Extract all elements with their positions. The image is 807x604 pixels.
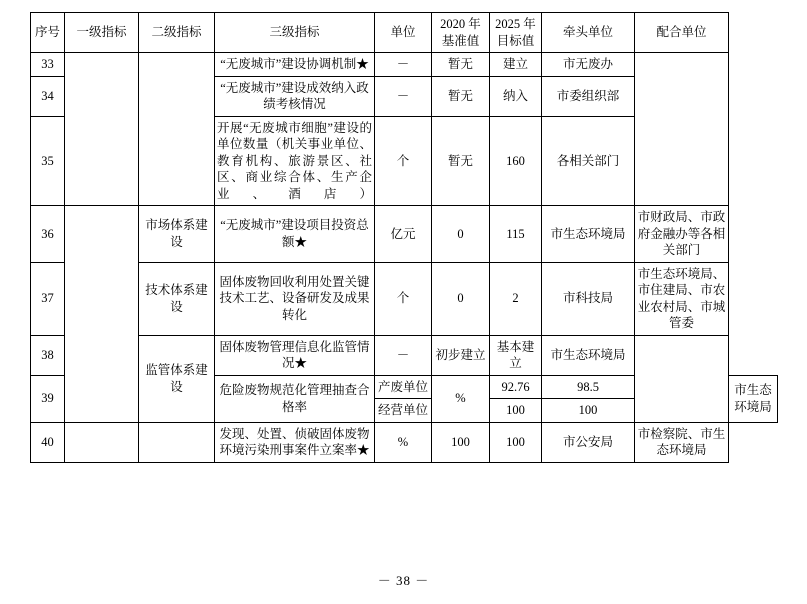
cell-level2 (139, 53, 215, 206)
header-target-line2: 目标值 (496, 33, 535, 48)
cell-level3: 固体废物管理信息化监管情况★ (215, 335, 375, 375)
header-level3: 三级指标 (215, 13, 375, 53)
cell-lead: 市公安局 (542, 422, 635, 462)
table-row (31, 53, 778, 77)
cell-unit: － (375, 53, 432, 77)
cell-level3: 开展“无废城市细胞”建设的单位数量（机关事业单位、教育机构、旅游景区、社区、商业综合体、生产企业、酒店） (215, 116, 375, 206)
header-coop-unit: 配合单位 (635, 13, 729, 53)
cell-baseline: 100 (490, 399, 542, 423)
cell-target: 100 (542, 399, 635, 423)
header-level2: 二级指标 (139, 13, 215, 53)
cell-baseline: 0 (432, 262, 490, 335)
header-baseline-2020 (432, 13, 490, 53)
table-row (31, 422, 778, 462)
cell-level3: 固体废物回收利用处置关键技术工艺、设备研发及成果转化 (215, 262, 375, 335)
cell-coop (635, 335, 729, 422)
indicator-table (30, 12, 778, 463)
cell-level3-sub-label: 经营单位 (375, 399, 432, 423)
cell-level1 (65, 53, 139, 206)
cell-unit: 亿元 (375, 206, 432, 263)
table-header (31, 13, 778, 53)
cell-level2: 技术体系建设 (139, 262, 215, 335)
cell-baseline (432, 335, 490, 375)
cell-target: 100 (490, 422, 542, 462)
cell-lead: 市生态环境局 (729, 375, 778, 422)
cell-level3: “无废城市”建设项目投资总额★ (215, 206, 375, 263)
cell-target: 纳入 (490, 76, 542, 116)
table-row (31, 335, 778, 375)
table-body (31, 53, 778, 463)
cell-baseline: 92.76 (490, 375, 542, 399)
cell-baseline: 暂无 (432, 76, 490, 116)
cell-lead: 市生态环境局 (542, 335, 635, 375)
cell-seq: 33 (31, 53, 65, 77)
cell-baseline-line1: 初步建立 (435, 347, 486, 362)
cell-seq: 36 (31, 206, 65, 263)
header-target-2025 (490, 13, 542, 53)
cell-target: 98.5 (542, 375, 635, 399)
cell-level3: 危险废物规范化管理抽查合格率 (215, 375, 375, 422)
cell-level3: 发现、处置、侦破固体废物环境污染刑事案件立案率★ (215, 422, 375, 462)
cell-unit: 个 (375, 116, 432, 206)
header-seq: 序号 (31, 13, 65, 53)
cell-seq: 38 (31, 335, 65, 375)
cell-baseline: 100 (432, 422, 490, 462)
header-level1: 一级指标 (65, 13, 139, 53)
cell-coop (635, 53, 729, 206)
cell-baseline: 暂无 (432, 53, 490, 77)
cell-target: 160 (490, 116, 542, 206)
cell-target: 115 (490, 206, 542, 263)
cell-level1 (65, 422, 139, 462)
cell-lead: 各相关部门 (542, 116, 635, 206)
cell-target (490, 335, 542, 375)
cell-coop: 市生态环境局、市住建局、市农业农村局、市城管委 (635, 262, 729, 335)
cell-target: 建立 (490, 53, 542, 77)
cell-level2: 市场体系建设 (139, 206, 215, 263)
cell-unit: % (432, 375, 490, 422)
cell-lead: 市委组织部 (542, 76, 635, 116)
cell-seq: 34 (31, 76, 65, 116)
cell-level3: “无废城市”建设成效纳入政绩考核情况 (215, 76, 375, 116)
cell-target-line1: 基本建立 (496, 339, 535, 370)
cell-unit: % (375, 422, 432, 462)
cell-level3: “无废城市”建设协调机制★ (215, 53, 375, 77)
cell-unit: － (375, 335, 432, 375)
table-row (31, 206, 778, 263)
cell-coop: 市检察院、市生态环境局 (635, 422, 729, 462)
cell-level2 (139, 422, 215, 462)
cell-seq: 35 (31, 116, 65, 206)
table-header-row (31, 13, 778, 53)
cell-baseline: 暂无 (432, 116, 490, 206)
cell-seq: 39 (31, 375, 65, 422)
cell-level2: 监管体系建设 (139, 335, 215, 422)
cell-lead: 市无废办 (542, 53, 635, 77)
header-baseline-line2: 基准值 (441, 33, 480, 48)
header-unit: 单位 (375, 13, 432, 53)
cell-unit: 个 (375, 262, 432, 335)
cell-level1 (65, 206, 139, 423)
cell-unit: － (375, 76, 432, 116)
cell-lead: 市生态环境局 (542, 206, 635, 263)
cell-seq: 40 (31, 422, 65, 462)
header-baseline-line1: 2020 年 (440, 17, 481, 31)
table-row (31, 262, 778, 335)
page-number: － 38 － (377, 573, 430, 588)
cell-lead: 市科技局 (542, 262, 635, 335)
cell-target: 2 (490, 262, 542, 335)
cell-coop: 市财政局、市政府金融办等各相关部门 (635, 206, 729, 263)
header-target-line1: 2025 年 (495, 17, 536, 31)
cell-level3-sub-label: 产废单位 (375, 375, 432, 399)
cell-seq: 37 (31, 262, 65, 335)
header-lead-unit: 牵头单位 (542, 13, 635, 53)
cell-baseline: 0 (432, 206, 490, 263)
